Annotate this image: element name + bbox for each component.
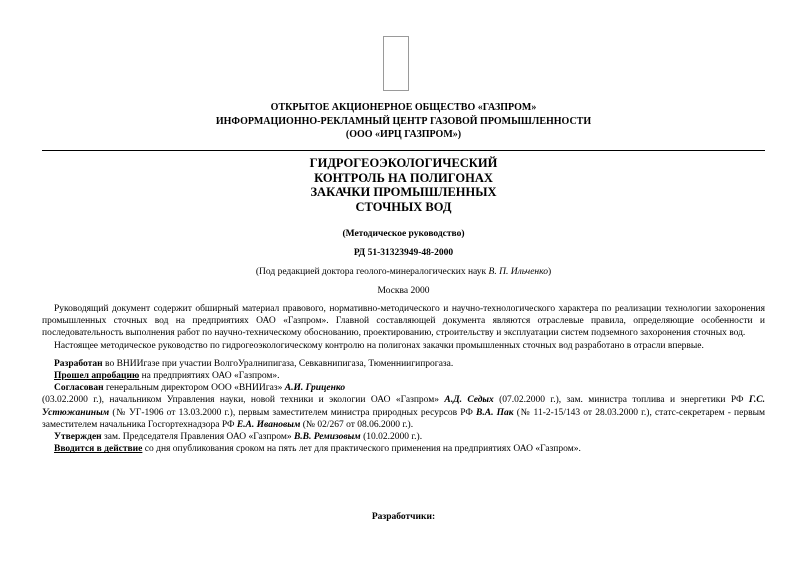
paragraph-novelty: Настоящее методическое руководство по гидрогеоэкологическому контролю на полигонах закачки промышленных сточных вод разработано в отрасли впервые.: [54, 340, 704, 351]
paragraph-agreed-continued: [42, 394, 765, 431]
paragraph-approved: [42, 431, 765, 443]
effective-text: со дня опубликования сроком на пять лет для практического применения на предприятиях ОАО «Газпром».: [142, 444, 581, 455]
document-body: [42, 303, 765, 455]
paragraph-effective: [42, 443, 765, 455]
tested-text: на предприятиях ОАО «Газпром».: [139, 371, 280, 382]
agreed-name-3: Г.С. Устюжаниным: [42, 395, 766, 418]
approved-text: зам. Председателя Правления ОАО «Газпром»: [101, 432, 294, 443]
developed-text: во ВНИИгазе при участии ВолгоУралнипигаза, Севкавнипигаза, Тюменниигипрогаза.: [102, 358, 454, 369]
org-line-1: ОТКРЫТОЕ АКЦИОНЕРНОЕ ОБЩЕСТВО «ГАЗПРОМ»: [270, 102, 537, 113]
paragraph-tested: [42, 370, 765, 382]
paragraph-agreed: [42, 382, 765, 394]
org-line-3: (ООО «ИРЦ ГАЗПРОМ»): [345, 129, 462, 140]
title-line-3: ЗАКАЧКИ ПРОМЫШЛЕННЫХ: [310, 185, 497, 199]
document-code: РД 51-31323949-48-2000: [353, 248, 454, 258]
document-subtitle: (Методическое руководство): [342, 229, 465, 239]
logo-placeholder-icon: [383, 36, 409, 91]
approved-date: (10.02.2000 г.).: [360, 432, 423, 443]
agreed-name-2: А.Д. Седых: [444, 395, 494, 406]
org-line-2: ИНФОРМАЦИОННО-РЕКЛАМНЫЙ ЦЕНТР ГАЗОВОЙ ПРОМЫШЛЕННОСТИ: [215, 115, 592, 127]
agreed-name-4: В.А. Пак: [476, 407, 514, 418]
agreed-text-3: (07.02.2000 г.), зам. министра топлива и энергетики РФ: [493, 395, 749, 406]
agreed-label: Согласован: [54, 383, 104, 394]
paragraph-summary: Руководящий документ содержит обширный материал правового, нормативно-методического и научно-технологического характера по реализации технологии захоронения промышленных сточных вод на предприятиях ОАО «Газпром». Главной составляющей документа являются отраслевые правила, определяющие особенности и последовательность выполнения работ по научно-техническому обоснованию, проектированию, строительству и эксплуатации систем подземного захоронения сточных вод.: [42, 304, 765, 339]
editor-suffix: ): [547, 267, 552, 277]
agreed-text-2: (03.02.2000 г.), начальником Управления науки, новой техники и экологии ОАО «Газпром»: [42, 395, 445, 406]
agreed-text-6: (№ 02/267 от 08.06.2000 г.).: [300, 419, 414, 430]
developed-label: Разработан: [54, 358, 103, 369]
title-line-2: КОНТРОЛЬ НА ПОЛИГОНАХ: [314, 170, 493, 185]
title-line-4: СТОЧНЫХ ВОД: [355, 199, 452, 214]
agreed-text-4: (№ УГ-1906 от 13.03.2000 г.), первым заместителем министра природных ресурсов РФ: [109, 407, 477, 418]
editor-line: [0, 266, 807, 278]
approved-name: В.В. Ремизовым: [293, 432, 361, 443]
tested-label: Прошел апробацию: [54, 371, 140, 382]
agreed-text-5: (№ 11-2-15/143 от 28.03.2000 г.), статс-секретарем - первым заместителем начальника Госгортехнадзора РФ: [42, 407, 765, 430]
approved-label: Утвержден: [54, 432, 102, 443]
agreed-text-1: генеральным директором ООО «ВНИИгаз»: [103, 383, 285, 394]
header-divider: [42, 150, 765, 151]
paragraph-developed: [42, 358, 765, 370]
title-line-1: ГИДРОГЕОЭКОЛОГИЧЕСКИЙ: [309, 156, 498, 170]
editor-prefix: (Под редакцией доктора геолого-минералогических наук: [255, 267, 489, 277]
organization-header: [0, 101, 807, 142]
document-title: [0, 156, 807, 214]
editor-name: В. П. Ильченко: [488, 267, 548, 277]
effective-label: Вводится в действие: [54, 444, 143, 455]
place-year: Москва 2000: [377, 286, 430, 296]
developers-heading: Разработчики:: [371, 512, 436, 522]
agreed-name-5: Е.А. Ивановым: [236, 419, 301, 430]
agreed-name-1: А.И. Гриценко: [284, 383, 346, 394]
